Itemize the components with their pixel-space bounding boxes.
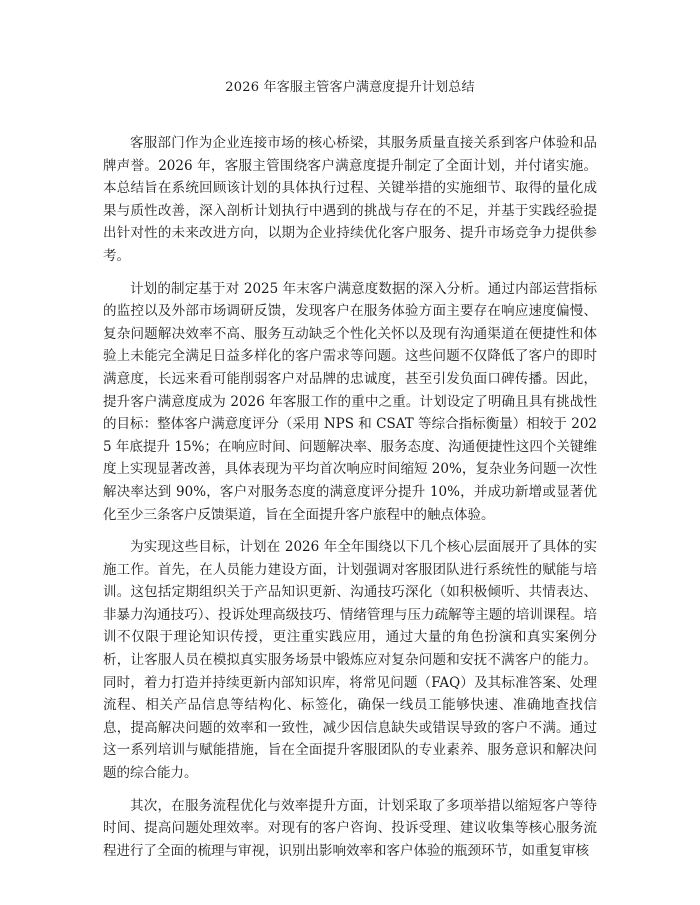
document-page [103, 78, 597, 872]
paragraph-background: 计划的制定基于对 2025 年末客户满意度数据的深入分析。通过内部运营指标的监控以及外部市场调研反馈，发现客户在服务体验方面主要存在响应速度偏慢、复杂问题解决效率不高、服务互动缺乏个性化关怀以及现有沟通渠道在便捷性和体验上未能完全满足日益多样化的客户需求等问题。这些问题不仅降低了客户的即时满意度，长远来看可能削弱客户对品牌的忠诚度，甚至引发负面口碑传播。因此，提升客户满意度成为 2026 年客服工作的重中之重。计划设定了明确且具有挑战性的目标：整体客户满意度评分（采用 NPS 和 CSAT 等综合指标衡量）相较于 2025 年底提升 15%；在响应时间、问题解决率、服务态度、沟通便捷性这四个关键维度上实现显著改善，具体表现为平均首次响应时间缩短 20%，复杂业务问题一次性解决率达到 90%，客户对服务态度的满意度评分提升 10%，并成功新增或显著优化至少三条客户反馈渠道，旨在全面提升客户旅程中的触点体验。 [103, 280, 597, 523]
document-title: 2026 年客服主管客户满意度提升计划总结 [225, 80, 475, 95]
paragraph-training: 为实现这些目标，计划在 2026 年全年围绕以下几个核心层面展开了具体的实施工作。首先，在人员能力建设方面，计划强调对客服团队进行系统性的赋能与培训。这包括定期组织关于产品知识更新、沟通技巧深化（如积极倾听、共情表达、非暴力沟通技巧）、投诉处理高级技巧、情绪管理与压力疏解等主题的培训课程。培训不仅限于理论知识传授，更注重实践应用，通过大量的角色扮演和真实案例分析，让客服人员在模拟真实服务场景中锻炼应对复杂问题和安抚不满客户的能力。同时，着力打造并持续更新内部知识库，将常见问题（FAQ）及其标准答案、处理流程、相关产品信息等结构化、标签化，确保一线员工能够快速、准确地查找信息，提高解决问题的效率和一致性，减少因信息缺失或错误导致的客户不满。通过这一系列培训与赋能措施，旨在全面提升客服团队的专业素养、服务意识和解决问题的综合能力。 [103, 539, 597, 782]
paragraph-process: 其次，在服务流程优化与效率提升方面，计划采取了多项举措以缩短客户等待时间、提高问题处理效率。对现有的客户咨询、投诉受理、建议收集等核心服务流程进行了全面的梳理与审视，识别出影响效率和客户体验的瓶颈环节，如重复审核 [103, 797, 597, 859]
paragraph-intro: 客服部门作为企业连接市场的核心桥梁，其服务质量直接关系到客户体验和品牌声誉。2026 年，客服主管围绕客户满意度提升制定了全面计划，并付诸实施。本总结旨在系统回顾该计划的具体执行过程、关键举措的实施细节、取得的量化成果与质性改善，深入剖析计划执行中遇到的挑战与存在的不足，并基于实践经验提出针对性的未来改进方向，以期为企业持续优化客户服务、提升市场竞争力提供参考。 [103, 135, 597, 264]
